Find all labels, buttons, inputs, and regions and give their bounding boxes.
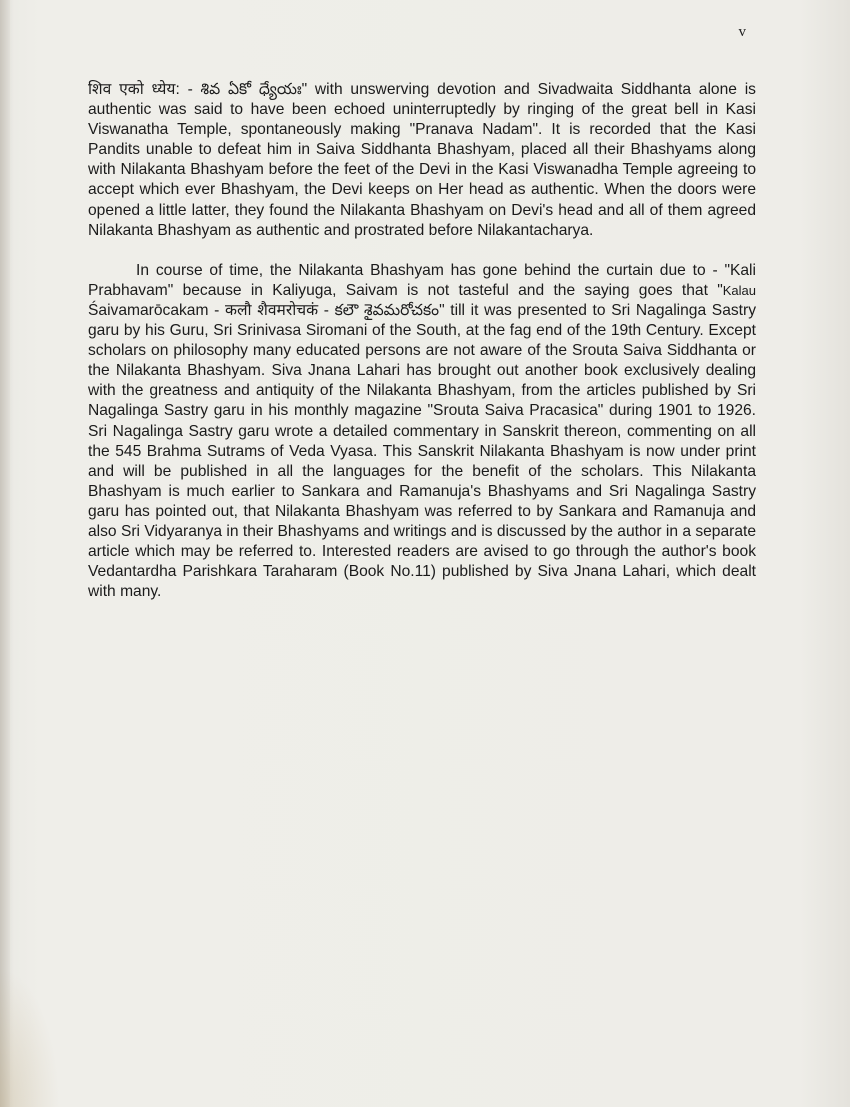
page-left-edge — [0, 0, 10, 1107]
paragraph-text-small: Kalau — [722, 282, 756, 298]
body-text — [88, 80, 756, 602]
paragraph-text: In course of time, the Nilakanta Bhashyam has gone behind the curtain due to - "Kali Prabhavam" because in Kaliyuga, Saivam is not tasteful and the saying goes that " — [88, 261, 756, 299]
corner-stain — [0, 967, 60, 1107]
invocation-phrase: शिव एको ध्येय: - శివ ఏకో ధ్యేయః — [88, 81, 302, 98]
paragraph-2 — [88, 261, 756, 603]
page-number: v — [738, 24, 746, 40]
paragraph-text: " with unswerving devotion and Sivadwaita Siddhanta alone is authentic was said to have been echoed uninterruptedly by ringing of the great bell in Kasi Viswanatha Temple, spontaneously making "Pranava Nadam". It is recorded that the Kasi Pandits unable to defeat him in Saiva Siddhanta Bhashyam, placed all their Bhashyams along with Nilakanta Bhashyam before the feet of the Devi in the Kasi Viswanadha Temple agreeing to accept which ever Bhashyam, the Devi keeps on Her head as authentic. When the doors were opened a little latter, they found the Nilakanta Bhashyam on Devi's head and all of them agreed Nilakanta Bhashyam as authentic and prostrated before Nilakantacharya. — [88, 81, 756, 239]
paragraph-1 — [88, 80, 756, 241]
saying-phrase: Śaivamarōcakam - कलौ शैवमरोचकं - కలౌ శైవమరోచకం — [88, 301, 440, 319]
show-through-bottom — [84, 700, 774, 1080]
paragraph-text: " till it was presented to Sri Nagalinga Sastry garu by his Guru, Sri Srinivasa Siromani of the South, at the fag end of the 19th Century. Except scholars on philosophy many educated persons are not aware of the Srouta Saiva Siddhanta or the Nilakanta Bhashyam. Siva Jnana Lahari has brought out another book exclusively dealing with the greatness and antiquity of the Nilakanta Bhashyam, from the articles published by Sri Nagalinga Sastry garu in his monthly magazine "Srouta Saiva Pracasica" during 1901 to 1926. Sri Nagalinga Sastry garu wrote a detailed commentary in Sanskrit thereon, commenting on all the 545 Brahma Sutrams of Veda Vyasa. This Sanskrit Nilakanta Bhashyam is now under print and will be published in all the languages for the benefit of the scholars. This Nilakanta Bhashyam is much earlier to Sankara and Ramanuja's Bhashyams and Sri Nagalinga Sastry garu has pointed out, that Nilakanta Bhashyam was referred to by Sankara and Ramanuja and also Sri Vidyaranya in their Bhashyams and writings and is discussed by the author in a separate article which may be referred to. Interested readers are avised to go through the author's book Vedantardha Parishkara Taraharam (Book No.11) published by Siva Jnana Lahari, which dealt with many. — [88, 301, 757, 601]
